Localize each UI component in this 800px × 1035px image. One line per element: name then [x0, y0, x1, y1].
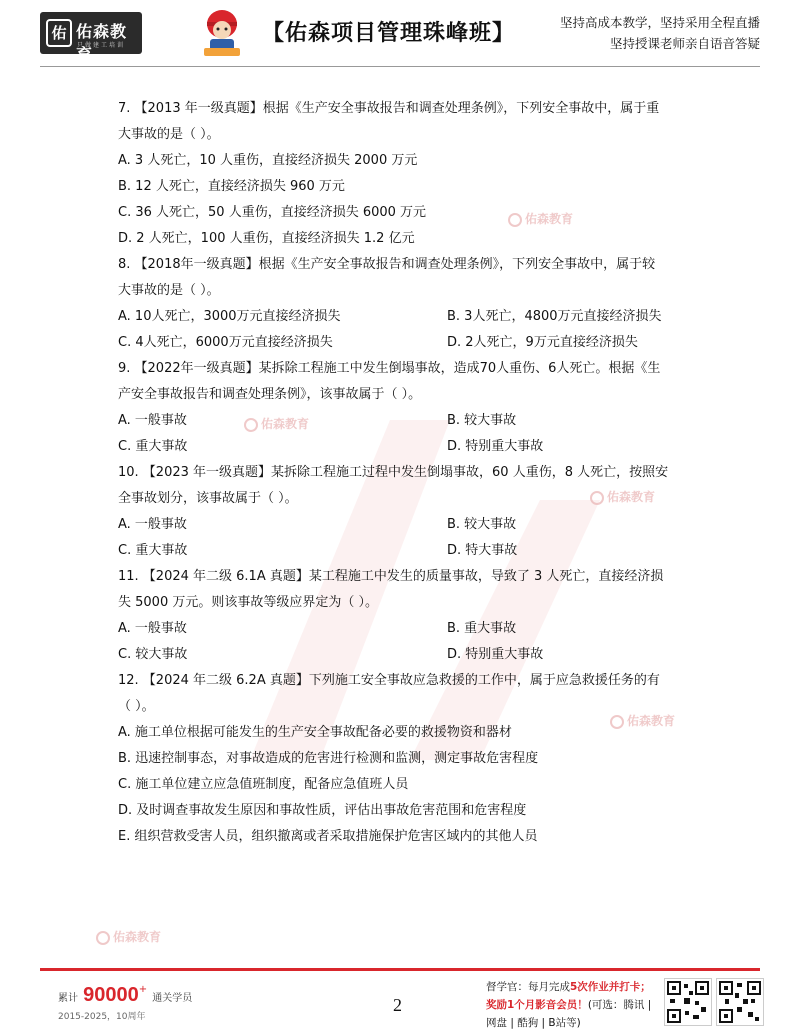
option: D. 2人死亡，9万元直接经济损失 [447, 335, 638, 350]
promo-text: 督学官：每月完成 [486, 981, 570, 993]
promo-text: (可选：腾讯 | [587, 999, 652, 1011]
promo-highlight: 5次作业并打卡； [570, 981, 651, 993]
option: D. 及时调查事故发生原因和事故性质，评估出事故危害范围和危害程度 [118, 803, 527, 818]
promo-text: 网盘 | 酷狗 | B站等) [486, 1017, 581, 1029]
qr-code-icon [664, 978, 712, 1026]
option: A. 10人死亡，3000万元直接经济损失 [118, 309, 341, 324]
question-10 [118, 460, 693, 564]
option: E. 组织营救受害人员，组织撤离或者采取措施保护危害区域内的其他人员 [118, 829, 538, 844]
option: B. 3人死亡，4800万元直接经济损失 [447, 309, 662, 324]
option-row [118, 304, 693, 330]
question-stem: 12. 【2024 年二级 6.2A 真题】下列施工安全事故应急救援的工作中，属于应急救援任务的有 [118, 673, 660, 688]
option: C. 4人死亡，6000万元直接经济损失 [118, 335, 333, 350]
watermark: 佑森教育 [508, 210, 573, 227]
option: D. 2 人死亡，100 人重伤，直接经济损失 1.2 亿元 [118, 231, 415, 246]
option-row [118, 330, 693, 356]
option: C. 36 人死亡，50 人重伤，直接经济损失 6000 万元 [118, 205, 427, 220]
option: D. 特别重大事故 [447, 647, 544, 662]
qr-code-icon [716, 978, 764, 1026]
watermark: 佑森教育 [244, 415, 309, 432]
question-stem: 11. 【2024 年二级 6.1A 真题】某工程施工中发生的质量事故，导致了 3 人死亡，直接经济损 [118, 569, 664, 584]
footer-stats [58, 984, 192, 1022]
question-list [118, 96, 693, 850]
question-stem: 失 5000 万元。则该事故等级应界定为（ ）。 [118, 595, 378, 610]
page-header [0, 0, 800, 72]
logo-subtitle: 只做建工培训 [77, 42, 126, 49]
stat-suffix: 通关学员 [152, 993, 193, 1004]
header-slogan [560, 12, 760, 54]
promo-highlight: 奖励1个月影音会员！ [486, 999, 588, 1011]
option: C. 重大事故 [118, 543, 188, 558]
question-stem: （ ）。 [118, 699, 155, 714]
option-row [118, 512, 693, 538]
option: B. 12 人死亡，直接经济损失 960 万元 [118, 179, 345, 194]
question-stem: 全事故划分，该事故属于（ ）。 [118, 491, 298, 506]
option: D. 特大事故 [447, 543, 518, 558]
watermark: 佑森教育 [96, 928, 161, 945]
option-row [118, 642, 693, 668]
option: C. 施工单位建立应急值班制度，配备应急值班人员 [118, 777, 409, 792]
question-stem: 大事故的是（ ）。 [118, 127, 220, 142]
watermark-logo-icon [96, 931, 110, 945]
question-8 [118, 252, 693, 356]
question-12 [118, 668, 693, 850]
question-stem: 10. 【2023 年一级真题】某拆除工程施工过程中发生倒塌事故，60 人重伤，8 人死亡，按照安 [118, 465, 669, 480]
question-stem: 9. 【2022年一级真题】某拆除工程施工中发生倒塌事故，造成70人重伤、6人死亡。根据《生 [118, 361, 661, 376]
header-divider [40, 66, 760, 67]
question-7 [118, 96, 693, 252]
option: B. 较大事故 [447, 413, 517, 428]
slogan-line-2: 坚持授课老师亲自语音答疑 [609, 36, 760, 51]
option: C. 重大事故 [118, 439, 188, 454]
mascot-icon [196, 4, 248, 60]
option-row [118, 434, 693, 460]
option: A. 一般事故 [118, 621, 187, 636]
option: A. 3 人死亡，10 人重伤，直接经济损失 2000 万元 [118, 153, 418, 168]
option: B. 迅速控制事态，对事故造成的危害进行检测和监测，测定事故危害程度 [118, 751, 539, 766]
slogan-line-1: 坚持高成本教学，坚持采用全程直播 [559, 15, 760, 30]
question-stem: 7. 【2013 年一级真题】根据《生产安全事故报告和调查处理条例》，下列安全事故中，属于重 [118, 101, 660, 116]
question-stem: 大事故的是（ ）。 [118, 283, 220, 298]
watermark: 佑森教育 [590, 488, 655, 505]
option: A. 一般事故 [118, 413, 187, 428]
logo-text: 佑森教育 [76, 22, 128, 64]
option: A. 一般事故 [118, 517, 187, 532]
option: A. 施工单位根据可能发生的生产安全事故配备必要的救援物资和器材 [118, 725, 512, 740]
students-stat [58, 984, 192, 1007]
option: D. 特别重大事故 [447, 439, 544, 454]
stat-plus: + [138, 984, 148, 995]
option-row [118, 538, 693, 564]
question-9 [118, 356, 693, 460]
footer-divider [40, 968, 760, 971]
watermark: 佑森教育 [610, 712, 675, 729]
option: B. 较大事故 [447, 517, 517, 532]
option: C. 较大事故 [118, 647, 188, 662]
header-title: 【佑森项目管理珠峰班】 [262, 21, 516, 46]
stat-prefix: 累计 [58, 993, 78, 1004]
years-label: 2015-2025，10周年 [58, 1012, 146, 1022]
stat-number: 90000 [83, 984, 139, 1006]
option-row [118, 616, 693, 642]
brand-logo [40, 12, 142, 64]
question-stem: 8. 【2018年一级真题】根据《生产安全事故报告和调查处理条例》，下列安全事故中，属于较 [118, 257, 656, 272]
option-row [118, 408, 693, 434]
option: B. 重大事故 [447, 621, 517, 636]
logo-mark: 佑 [46, 19, 72, 47]
question-stem: 产安全事故报告和调查处理条例》，该事故属于（ ）。 [118, 387, 422, 402]
question-11 [118, 564, 693, 668]
footer-promo [486, 978, 666, 1032]
page-number: 2 [393, 995, 402, 1015]
